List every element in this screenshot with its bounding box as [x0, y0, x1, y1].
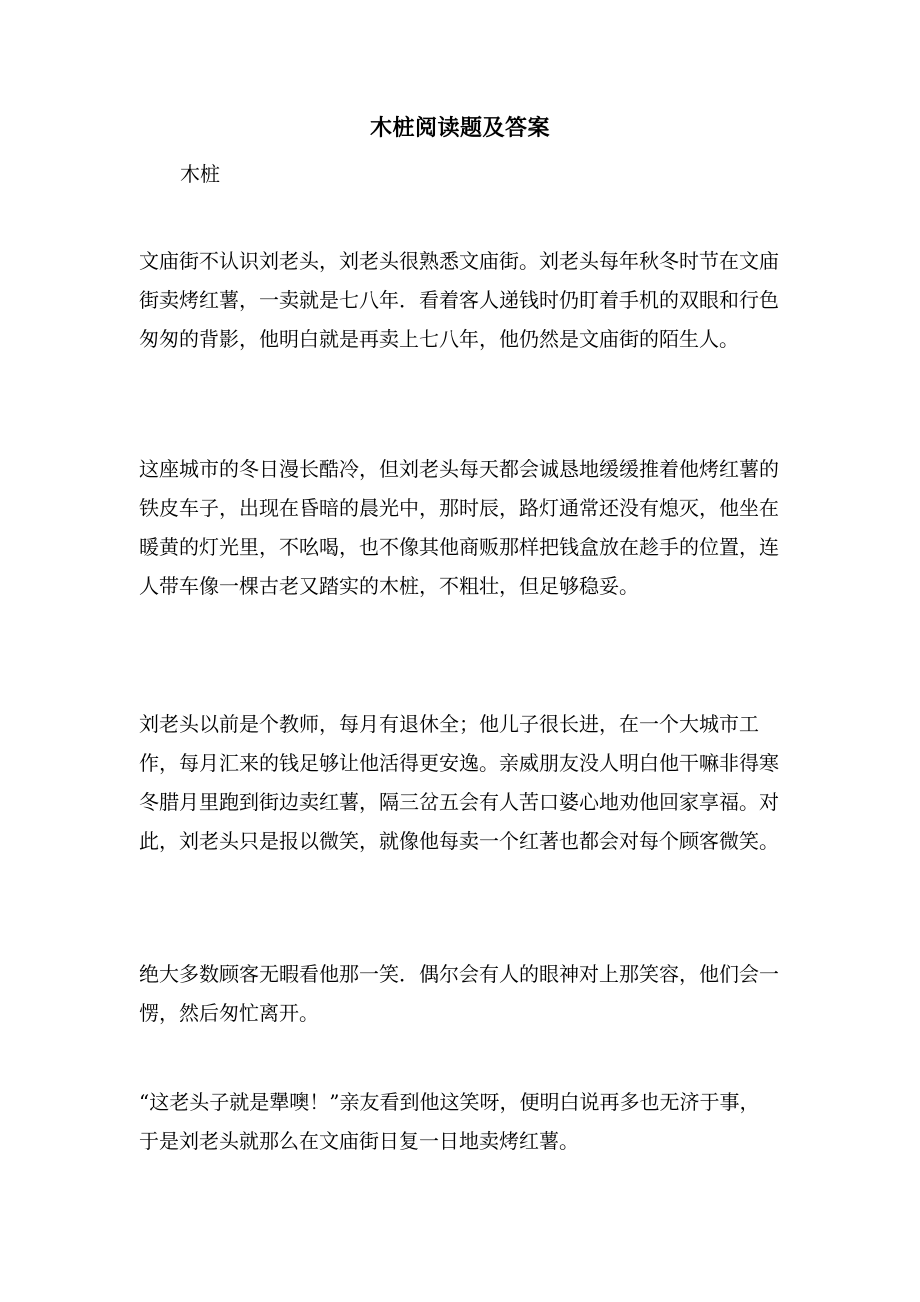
- paragraph-4: 绝大多数顾客无暇看他那一笑．偶尔会有人的眼神对上那笑容，他们会一愣，然后匆忙离开。: [139, 962, 779, 1025]
- paragraph-3: 刘老头以前是个教师，每月有退休全；他儿子很长进，在一个大城市工作，每月汇来的钱足够让他活得更安逸。亲威朋友没人明白他干嘛非得寒冬腊月里跑到街边卖红薯，隔三岔五会有人苦口婆心地劝他回家享福。对此，刘老头只是报以微笑，就像他每卖一个红著也都会对每个顾客微笑。: [139, 712, 779, 853]
- document-title: 木桩阅读题及答案: [369, 115, 550, 141]
- paragraph-1: 文庙街不认识刘老头，刘老头很熟悉文庙街。刘老头每年秋冬时节在文庙街卖烤红薯，一卖就是七八年．看着客人递钱时仍盯着手机的双眼和行色匆匆的背影，他明白就是再卖上七八年，他仍然是文庙街的陌生人。: [139, 249, 779, 351]
- paragraph-5: “这老头子就是犟噢！”亲友看到他这笑呀，便明白说再多也无济于事，于是刘老头就那么在文庙街日复一日地卖烤红薯。: [139, 1090, 760, 1153]
- paragraph-2: 这座城市的冬日漫长酷冷，但刘老头每天都会诚恳地缓缓推着他烤红薯的铁皮车子，出现在昏暗的晨光中，那时辰，路灯通常还没有熄灭，他坐在暖黄的灯光里，不吆喝，也不像其他商贩那样把钱盒放在趁手的位置，连人带车像一棵古老又踏实的木桩，不粗壮，但足够稳妥。: [139, 457, 779, 598]
- story-title: 木桩: [180, 162, 220, 186]
